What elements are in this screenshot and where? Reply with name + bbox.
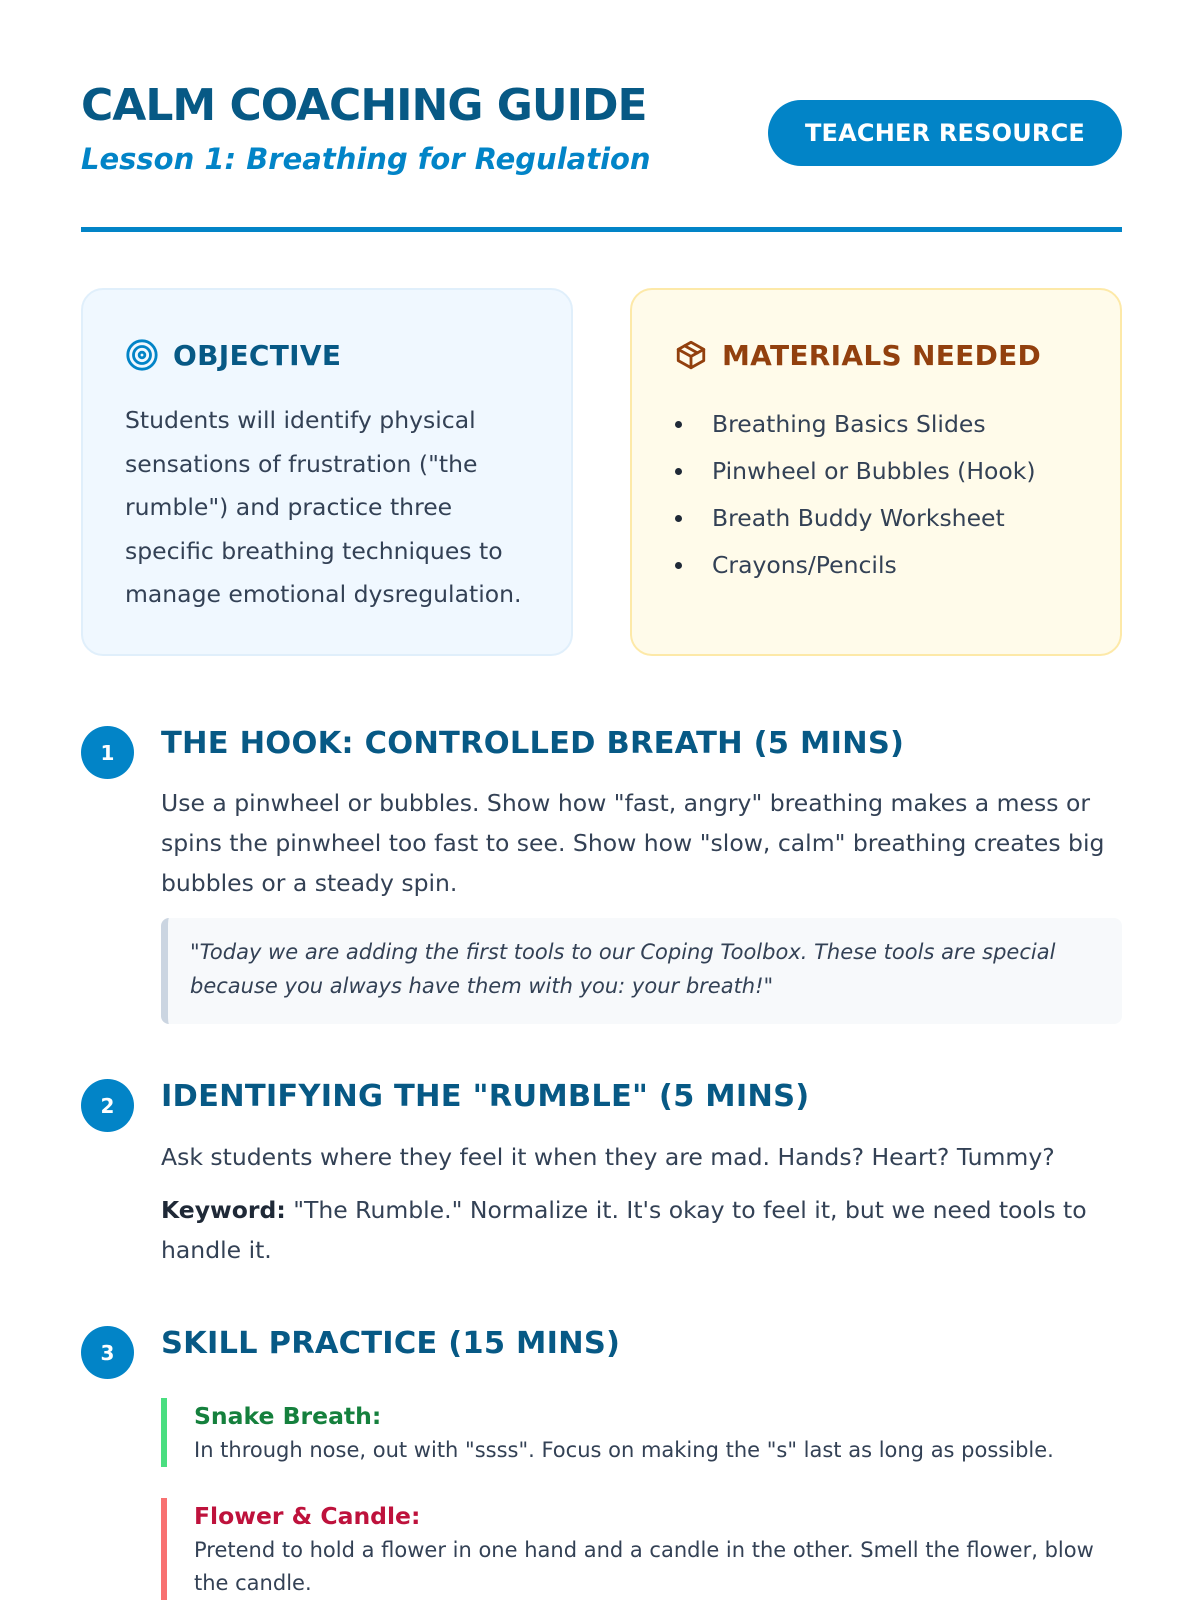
- step-number-badge: 1: [81, 726, 134, 779]
- teacher-resource-badge: TEACHER RESOURCE: [768, 100, 1122, 166]
- technique-desc: In through nose, out with "ssss". Focus on making the "s" last as long as possible.: [194, 1438, 1054, 1462]
- materials-title: MATERIALS NEEDED: [722, 338, 1042, 372]
- list-item: Breathing Basics Slides: [674, 401, 1078, 448]
- technique-desc: Pretend to hold a flower in one hand and a candle in the other. Smell the flower, blow the candle.: [194, 1538, 1094, 1595]
- materials-header: [674, 335, 1078, 375]
- keyword-text: "The Rumble." Normalize it. It's okay to feel it, but we need tools to handle it.: [161, 1196, 1087, 1264]
- target-icon: [125, 338, 159, 372]
- keyword-note: [161, 1190, 1122, 1270]
- list-item: Breath Buddy Worksheet: [674, 495, 1078, 542]
- page-title: CALM COACHING GUIDE: [81, 80, 647, 131]
- technique-name: Flower & Candle:: [194, 1502, 421, 1530]
- step-title: SKILL PRACTICE (15 MINS): [161, 1326, 621, 1361]
- step-number-badge: 3: [81, 1326, 134, 1379]
- package-icon: [674, 338, 708, 372]
- objective-header: [125, 335, 529, 375]
- materials-list: [674, 401, 1078, 589]
- step-text: Ask students where they feel it when they are mad. Hands? Heart? Tummy?: [161, 1143, 1055, 1171]
- technique-flower-candle: [161, 1498, 1122, 1600]
- objective-card: [81, 288, 573, 656]
- objective-text: Students will identify physical sensations of frustration ("the rumble") and practice three specific breathing techniques to manage emotional dysregulation.: [125, 406, 522, 608]
- step-title: IDENTIFYING THE "RUMBLE" (5 MINS): [161, 1079, 810, 1114]
- step-title: THE HOOK: CONTROLLED BREATH (5 MINS): [161, 726, 905, 761]
- keyword-label: Keyword:: [161, 1196, 286, 1224]
- list-item: Crayons/Pencils: [674, 542, 1078, 589]
- technique-name: Snake Breath:: [194, 1402, 382, 1430]
- step-text: Use a pinwheel or bubbles. Show how "fast, angry" breathing makes a mess or spins the pinwheel too fast to see. Show how "slow, calm" breathing creates big bubbles or a steady spin.: [161, 789, 1105, 897]
- list-item: Pinwheel or Bubbles (Hook): [674, 448, 1078, 495]
- technique-snake-breath: [161, 1398, 1122, 1467]
- page-header: [81, 80, 1122, 185]
- materials-card: [630, 288, 1122, 656]
- lesson-subtitle: Lesson 1: Breathing for Regulation: [81, 142, 651, 176]
- objective-title: OBJECTIVE: [173, 338, 342, 372]
- teacher-script-quote: "Today we are adding the first tools to our Coping Toolbox. These tools are special because you always have them with you: your breath!": [161, 918, 1122, 1024]
- step-number-badge: 2: [81, 1079, 134, 1132]
- header-divider: [81, 227, 1122, 232]
